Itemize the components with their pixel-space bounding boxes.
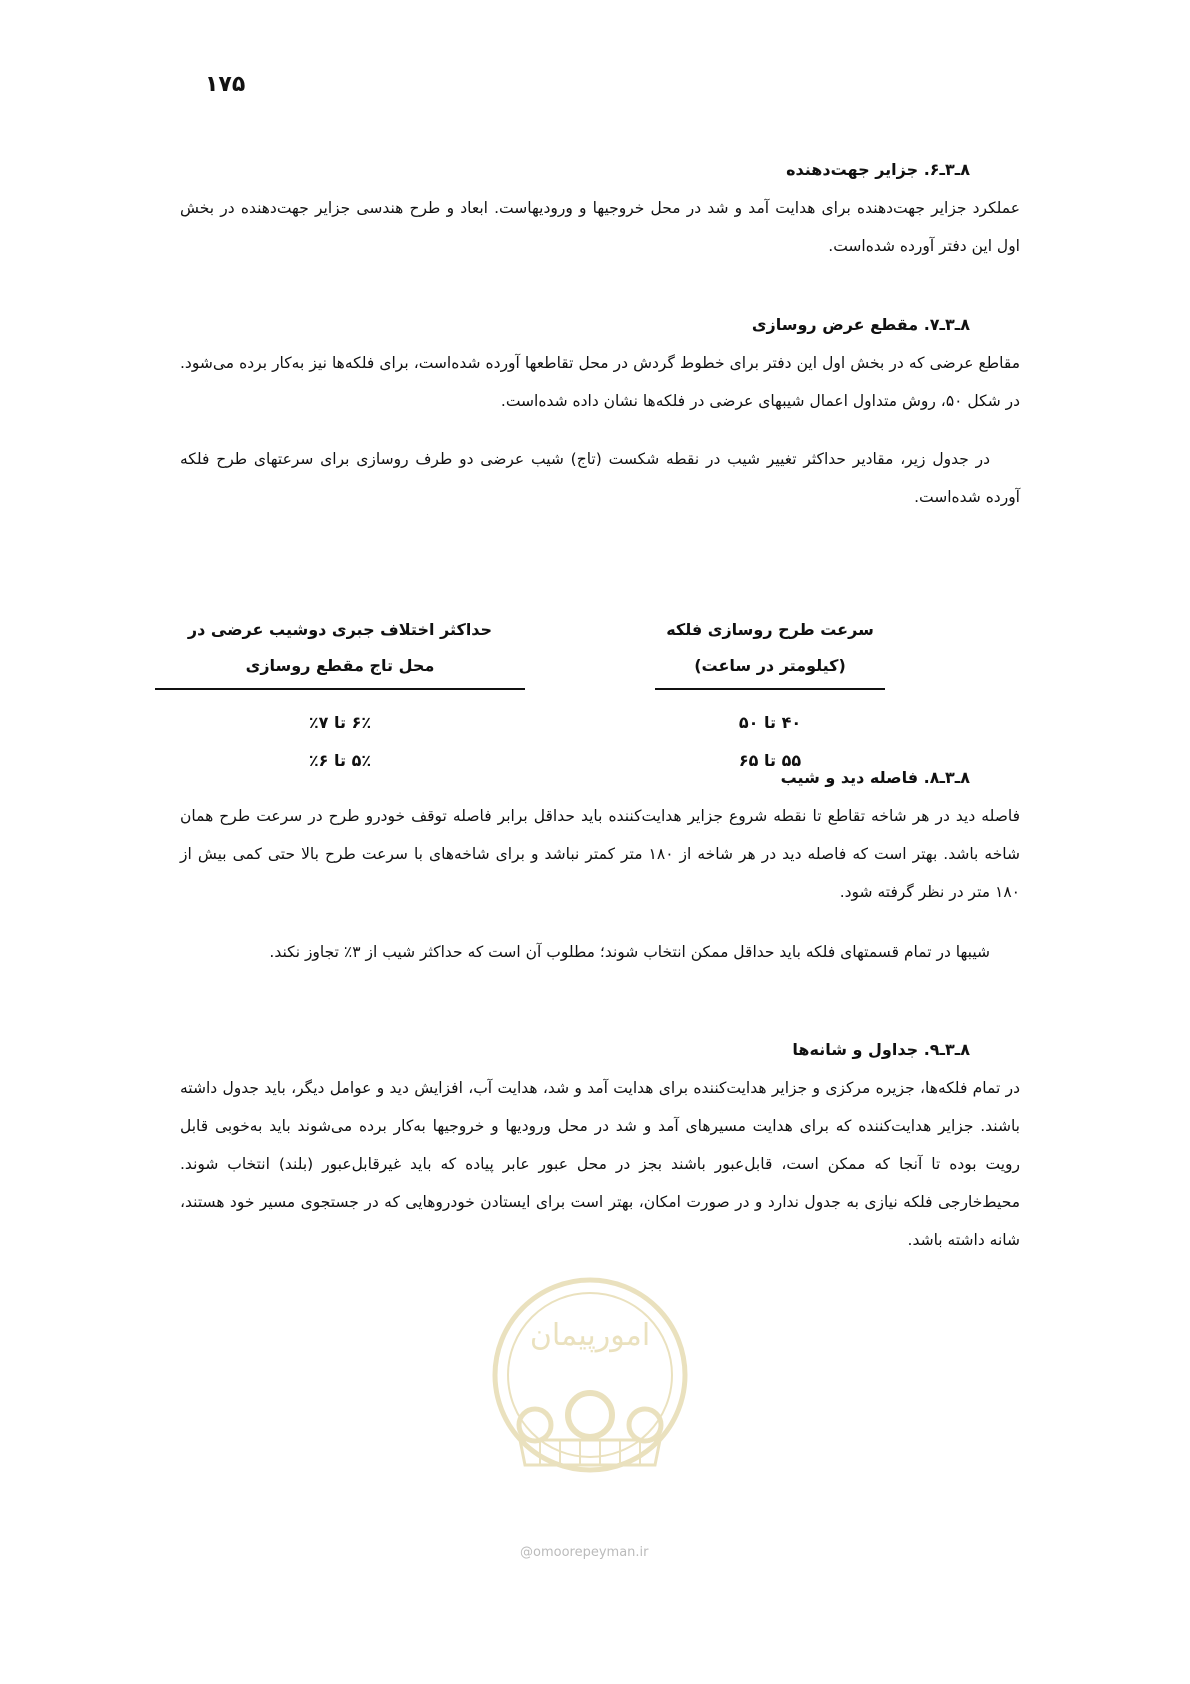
section-heading: ۸ـ۳ـ۸. فاصله دید و شیب bbox=[780, 768, 970, 787]
table-cell-diff: ۵٪ تا ۶٪ bbox=[308, 751, 372, 770]
section-traffic-islands bbox=[180, 160, 1020, 265]
watermark-caption: @omoorepeyman.ir bbox=[520, 1545, 649, 1560]
section-heading: ۸ـ۳ـ۹. جداول و شانه‌ها bbox=[792, 1040, 970, 1059]
paragraph: مقاطع عرضی که در بخش اول این دفتر برای خطوط گردش در محل تقاطعها آورده شده‌است، برای فلکه‌ها نیز به‌کار برده می‌شود. در شکل ۵۰، روش متداول اعمال شیبهای عرضی در فلکه‌ها نشان داده شده‌است. bbox=[180, 354, 1020, 410]
diff-header-line2: محل تاج مقطع روسازی bbox=[245, 656, 435, 675]
paragraph: در جدول زیر، مقادیر حداکثر تغییر شیب در نقطه شکست (تاج) شیب عرضی دو طرف روسازی برای سرعتهای طرح فلکه آورده شده‌است. bbox=[180, 450, 1020, 506]
table-cell-speed: ۴۰ تا ۵۰ bbox=[738, 713, 802, 732]
watermark-logo bbox=[490, 1265, 690, 1515]
section-heading: ۸ـ۳ـ۷. مقطع عرض روسازی bbox=[751, 315, 970, 334]
section-sight-distance-slope bbox=[180, 768, 1020, 971]
page-number: ۱۷۵ bbox=[205, 72, 246, 97]
paragraph: فاصله دید در هر شاخه تقاطع تا نقطه شروع جزایر هدایت‌کننده باید حداقل برابر فاصله توقف خودرو طرح در سرعت طرح همان شاخه باشد. بهتر است که فاصله دید در هر شاخه از ۱۸۰ متر کمتر نباشد و برای شاخه‌های با سرعت طرح بالا حتی کمی بیش از ۱۸۰ متر در نظر گرفته شود. bbox=[180, 807, 1021, 901]
speed-header-unit: (کیلومتر در ساعت) bbox=[694, 656, 846, 675]
header-rule bbox=[655, 688, 885, 690]
speed-header: سرعت طرح روسازی فلکه bbox=[666, 620, 874, 639]
header-rule bbox=[155, 688, 525, 690]
seal-icon bbox=[490, 1265, 690, 1515]
table-cell-diff: ۶٪ تا ۷٪ bbox=[308, 713, 372, 732]
section-curbs-shoulders bbox=[180, 1040, 1020, 1259]
section-pavement-cross-section bbox=[180, 315, 1020, 516]
diff-header: حداکثر اختلاف جبری دوشیب عرضی در bbox=[187, 620, 493, 639]
paragraph: در تمام فلکه‌ها، جزیره مرکزی و جزایر هدایت‌کننده برای هدایت آمد و شد، هدایت آب، افزایش دید و عوامل دیگر، باید جدول داشته باشند. جزایر هدایت‌کننده که برای هدایت مسیرهای آمد و شد در محل ورودیها و خروجیها به‌کار برده می‌شوند باید به‌خوبی قابل رویت بوده تا آنجا که ممکن است، قابل‌عبور باشند بجز در محل عبور عابر پیاده که باید غیرقابل‌عبور (بلند) انتخاب شوند. محیط‌خارجی فلکه نیازی به جدول ندارد و در صورت امکان، بهتر است برای ایستادن خودروهایی که در جستجوی مسیر خود هستند، شانه داشته باشد. bbox=[180, 1079, 1020, 1249]
watermark-logo-text: امورپیمان bbox=[529, 1318, 651, 1353]
section-heading: ۸ـ۳ـ۶. جزایر جهت‌دهنده bbox=[786, 160, 970, 179]
speed-column bbox=[655, 612, 885, 780]
paragraph: شیبها در تمام قسمتهای فلکه باید حداقل ممکن انتخاب شوند؛ مطلوب آن است که حداکثر شیب از ۳٪ تجاوز نکند. bbox=[269, 943, 990, 961]
paragraph: عملکرد جزایر جهت‌دهنده برای هدایت آمد و شد در محل خروجیها و ورودیهاست. ابعاد و طرح هندسی جزایر جهت‌دهنده در بخش اول این دفتر آورده شده‌است. bbox=[180, 199, 1020, 255]
slope-difference-column bbox=[155, 612, 525, 780]
table-cell-speed: ۵۵ تا ۶۵ bbox=[738, 751, 802, 770]
